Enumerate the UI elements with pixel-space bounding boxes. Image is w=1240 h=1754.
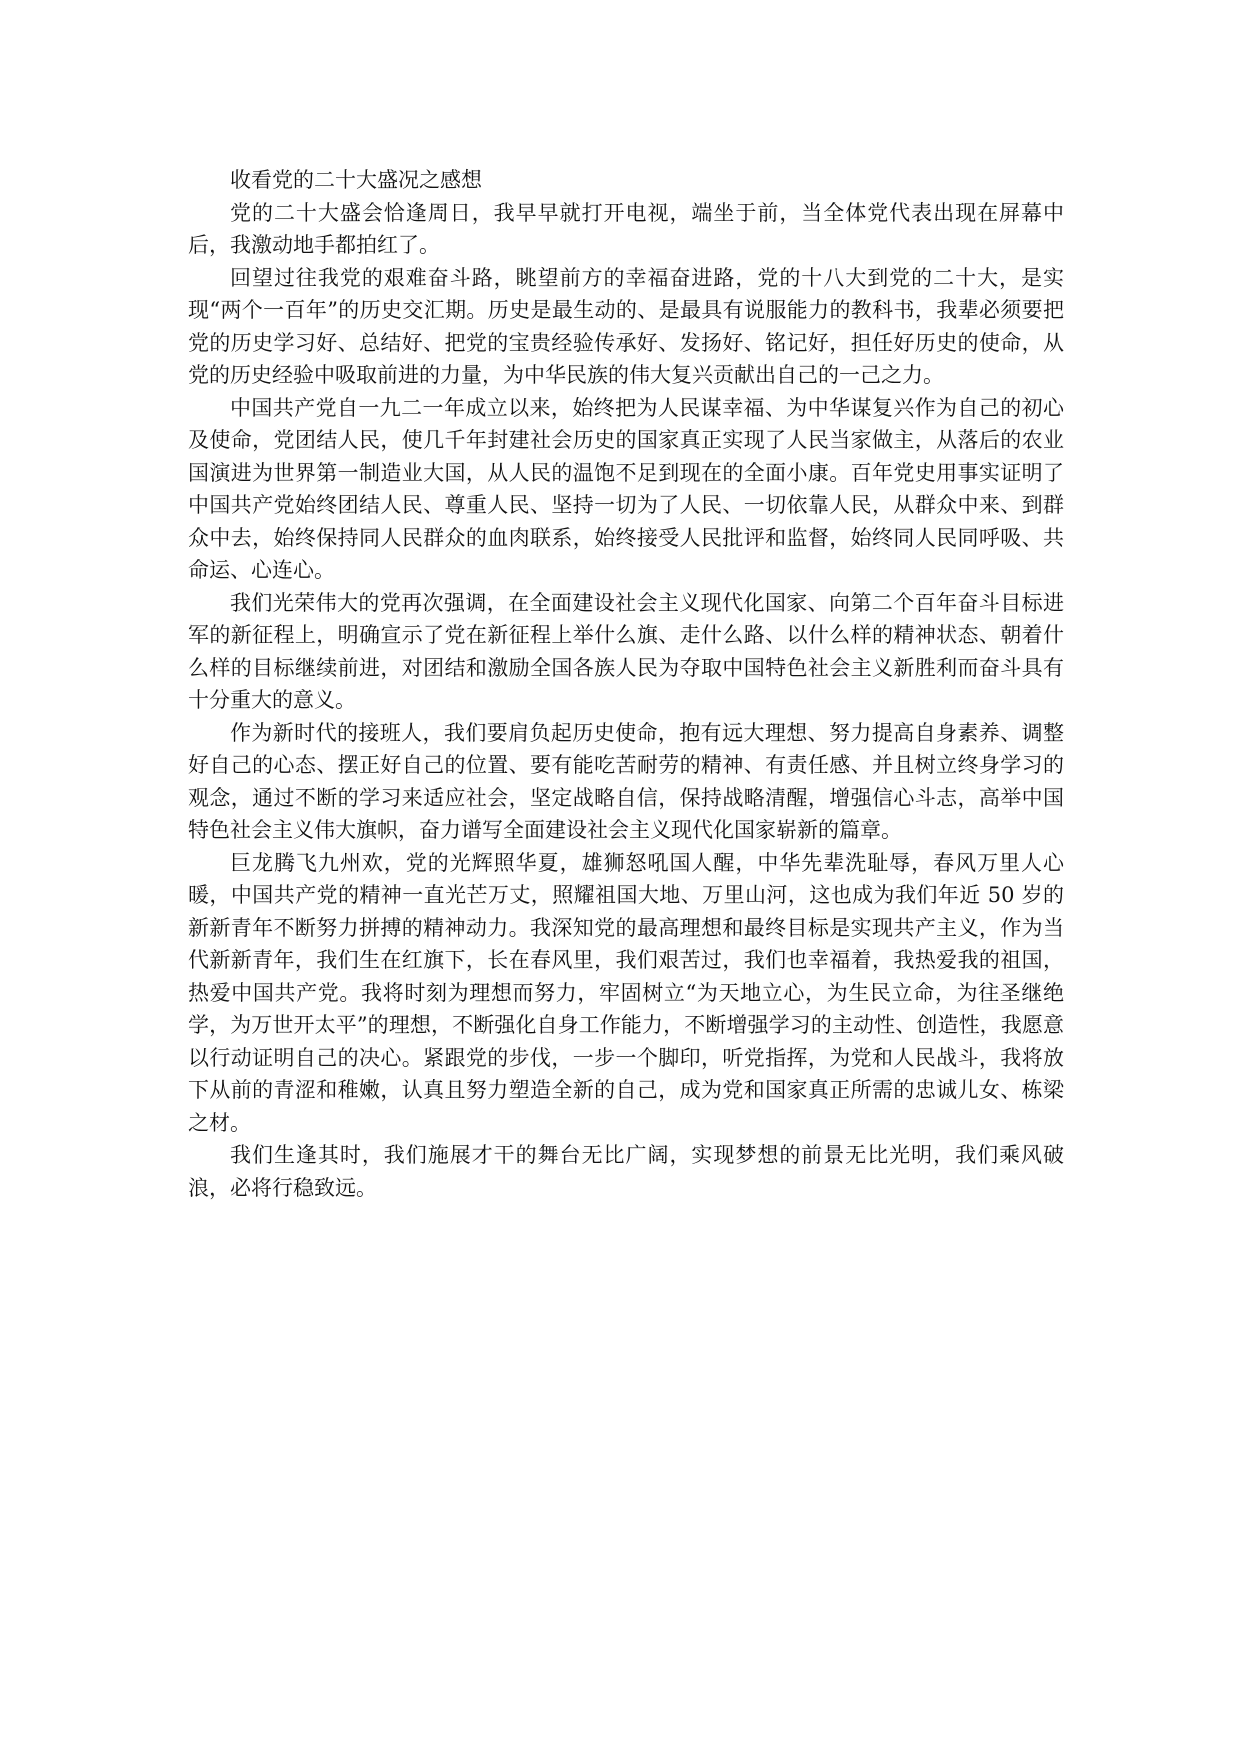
document-title: 收看党的二十大盛况之感想 [230,168,482,192]
document-body [188,164,1064,1204]
paragraph: 我们生逢其时，我们施展才干的舞台无比广阔，实现梦想的前景无比光明，我们乘风破浪，必将行稳致远。 [188,1143,1064,1200]
paragraph: 我们光荣伟大的党再次强调，在全面建设社会主义现代化国家、向第二个百年奋斗目标进军的新征程上，明确宣示了党在新征程上举什么旗、走什么路、以什么样的精神状态、朝着什么样的目标继续前进，对团结和激励全国各族人民为夺取中国特色社会主义新胜利而奋斗具有十分重大的意义。 [188,590,1064,712]
paragraph: 作为新时代的接班人，我们要肩负起历史使命，抱有远大理想、努力提高自身素养、调整好自己的心态、摆正好自己的位置、要有能吃苦耐劳的精神、有责任感、并且树立终身学习的观念，通过不断的学习来适应社会，坚定战略自信，保持战略清醒，增强信心斗志，高举中国特色社会主义伟大旗帜，奋力谱写全面建设社会主义现代化国家崭新的篇章。 [188,720,1064,842]
paragraph: 回望过往我党的艰难奋斗路，眺望前方的幸福奋进路，党的十八大到党的二十大，是实现“两个一百年”的历史交汇期。历史是最生动的、是最具有说服能力的教科书，我辈必须要把党的历史学习好、总结好、把党的宝贵经验传承好、发扬好、铭记好，担任好历史的使命，从党的历史经验中吸取前进的力量，为中华民族的伟大复兴贡献出自己的一己之力。 [188,265,1064,387]
paragraph: 巨龙腾飞九州欢，党的光辉照华夏，雄狮怒吼国人醒，中华先辈洗耻辱，春风万里人心暖，中国共产党的精神一直光芒万丈，照耀祖国大地、万里山河，这也成为我们年近 50 岁的新新青年不断努力拼搏的精神动力。我深知党的最高理想和最终目标是实现共产主义，作为当代新新青年，我们生在红旗下，长在春风里，我们艰苦过，我们也幸福着，我热爱我的祖国，热爱中国共产党。我将时刻为理想而努力，牢固树立“为天地立心，为生民立命，为往圣继绝学，为万世开太平”的理想，不断强化自身工作能力，不断增强学习的主动性、创造性，我愿意以行动证明自己的决心。紧跟党的步伐，一步一个脚印，听党指挥，为党和人民战斗，我将放下从前的青涩和稚嫩，认真且努力塑造全新的自己，成为党和国家真正所需的忠诚儿女、栋梁之材。 [188,850,1064,1135]
paragraph: 党的二十大盛会恰逢周日，我早早就打开电视，端坐于前，当全体党代表出现在屏幕中后，我激动地手都拍红了。 [188,200,1064,257]
paragraph: 中国共产党自一九二一年成立以来，始终把为人民谋幸福、为中华谋复兴作为自己的初心及使命，党团结人民，使几千年封建社会历史的国家真正实现了人民当家做主，从落后的农业国演进为世界第一制造业大国，从人民的温饱不足到现在的全面小康。百年党史用事实证明了中国共产党始终团结人民、尊重人民、坚持一切为了人民、一切依靠人民，从群众中来、到群众中去，始终保持同人民群众的血肉联系，始终接受人民批评和监督，始终同人民同呼吸、共命运、心连心。 [188,395,1064,582]
